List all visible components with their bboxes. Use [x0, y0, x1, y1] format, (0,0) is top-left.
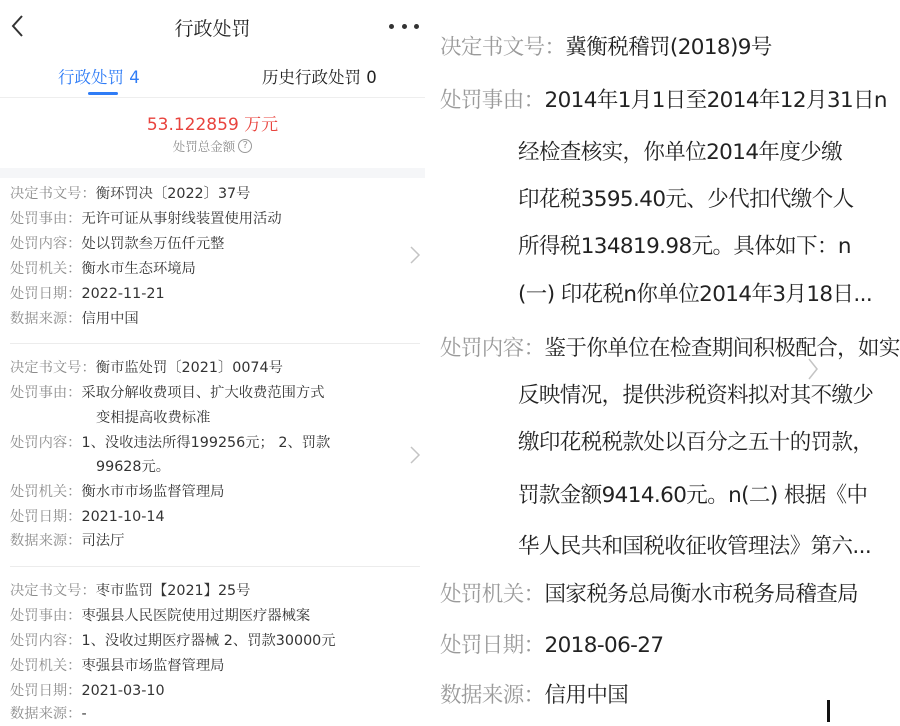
detail-reason-line: 所得税134819.98元。具体如下：n — [518, 234, 851, 259]
detail-source-value: 信用中国 — [544, 683, 629, 708]
agency-value: 衡水市生态环境局 — [81, 261, 196, 277]
section-divider — [0, 168, 425, 178]
agency-value: 枣强县市场监督管理局 — [81, 658, 225, 674]
detail-reason-line: 印花税3595.40元、少代扣代缴个人 — [518, 187, 854, 212]
detail-reason-line: (一) 印花税n你单位2014年3月18日... — [518, 282, 873, 307]
detail-content-label: 处罚内容： — [440, 336, 545, 361]
source-value: 信用中国 — [81, 311, 139, 327]
detail-reason-line: 2014年1月1日至2014年12月31日n — [544, 88, 887, 113]
penalty-detail-panel[interactable] — [428, 0, 900, 725]
detail-date-value: 2018-06-27 — [544, 633, 664, 658]
content-value: 1、没收过期医疗器械 2、罚款30000元 — [81, 633, 336, 649]
doc-no-value: 枣市监罚【2021】25号 — [95, 583, 251, 599]
doc-no-value: 衡市监处罚〔2021〕0074号 — [95, 360, 283, 376]
source-label: 数据来源： — [10, 706, 82, 722]
date-label: 处罚日期： — [10, 509, 82, 525]
source-value: - — [81, 706, 87, 722]
detail-agency-value: 国家税务总局衡水市税务局稽查局 — [544, 582, 859, 607]
top-bar — [0, 0, 425, 52]
content-value: 1、没收违法所得199256元； 2、罚款 — [81, 435, 331, 451]
detail-date-label: 处罚日期： — [440, 633, 545, 658]
penalty-list-panel — [0, 0, 425, 725]
reason-value: 无许可证从事射线装置使用活动 — [81, 211, 282, 227]
reason-value: 采取分解收费项目、扩大收费范围方式 — [81, 385, 325, 401]
chevron-right-icon[interactable] — [408, 244, 422, 266]
tab-administrative-penalty[interactable]: 行政处罚 4 — [58, 68, 140, 87]
total-amount: 53.122859 万元 — [146, 115, 279, 135]
detail-source-label: 数据来源： — [440, 683, 545, 708]
reason-value: 枣强县人民医院使用过期医疗器械案 — [81, 608, 311, 624]
reason-label: 处罚事由： — [10, 608, 82, 624]
doc-no-value: 衡环罚决〔2022〕37号 — [95, 186, 251, 202]
more-dots-icon — [389, 24, 394, 29]
detail-content-line: 罚款金额9414.60元。n(二) 根据《中 — [518, 483, 868, 508]
doc-no-label: 决定书文号： — [10, 360, 96, 376]
reason-value-continued: 变相提高收费标准 — [96, 410, 211, 426]
source-label: 数据来源： — [10, 533, 82, 549]
page-title: 行政处罚 — [174, 18, 251, 40]
content-label: 处罚内容： — [10, 435, 82, 451]
detail-content-line: 鉴于你单位在检查期间积极配合，如实 — [544, 336, 900, 361]
doc-no-label: 决定书文号： — [10, 186, 96, 202]
source-value: 司法厅 — [81, 533, 125, 549]
reason-label: 处罚事由： — [10, 385, 82, 401]
help-icon[interactable]: ? — [238, 139, 252, 153]
penalty-summary — [0, 110, 425, 155]
agency-label: 处罚机关： — [10, 261, 82, 277]
chevron-right-icon[interactable] — [408, 444, 422, 466]
doc-no-label: 决定书文号： — [10, 583, 96, 599]
tab-history-penalty[interactable]: 历史行政处罚 0 — [262, 68, 377, 87]
content-value: 处以罚款叁万伍仟元整 — [81, 236, 225, 252]
tab-bar — [0, 52, 425, 98]
total-amount-label: 处罚总金额 — [172, 139, 236, 154]
card-separator — [10, 343, 420, 344]
detail-reason-line: 经检查核实，你单位2014年度少缴 — [518, 140, 843, 165]
date-value: 2021-10-14 — [81, 509, 165, 525]
card-separator — [10, 566, 420, 567]
detail-content-line: 华人民共和国税收征收管理法》第六... — [518, 534, 872, 559]
detail-doc-no-value: 冀衡税稽罚(2018)9号 — [565, 35, 772, 60]
agency-label: 处罚机关： — [10, 658, 82, 674]
date-value: 2022-11-21 — [81, 286, 165, 302]
date-value: 2021-03-10 — [81, 683, 165, 699]
reason-label: 处罚事由： — [10, 211, 82, 227]
detail-reason-label: 处罚事由： — [440, 88, 545, 113]
more-options-button[interactable] — [389, 16, 419, 36]
detail-doc-no-label: 决定书文号： — [440, 35, 566, 60]
chevron-right-icon[interactable] — [806, 356, 820, 382]
edge-marker — [827, 700, 830, 722]
content-label: 处罚内容： — [10, 633, 82, 649]
agency-value: 衡水市市场监督管理局 — [81, 484, 225, 500]
content-label: 处罚内容： — [10, 236, 82, 252]
detail-content-line: 反映情况，提供涉税资料拟对其不缴少 — [518, 383, 874, 408]
content-value-continued: 99628元。 — [96, 459, 171, 475]
date-label: 处罚日期： — [10, 683, 82, 699]
detail-agency-label: 处罚机关： — [440, 582, 545, 607]
date-label: 处罚日期： — [10, 286, 82, 302]
detail-content-line: 缴印花税税款处以百分之五十的罚款， — [518, 430, 874, 455]
source-label: 数据来源： — [10, 311, 82, 327]
active-tab-indicator — [88, 92, 118, 95]
agency-label: 处罚机关： — [10, 484, 82, 500]
